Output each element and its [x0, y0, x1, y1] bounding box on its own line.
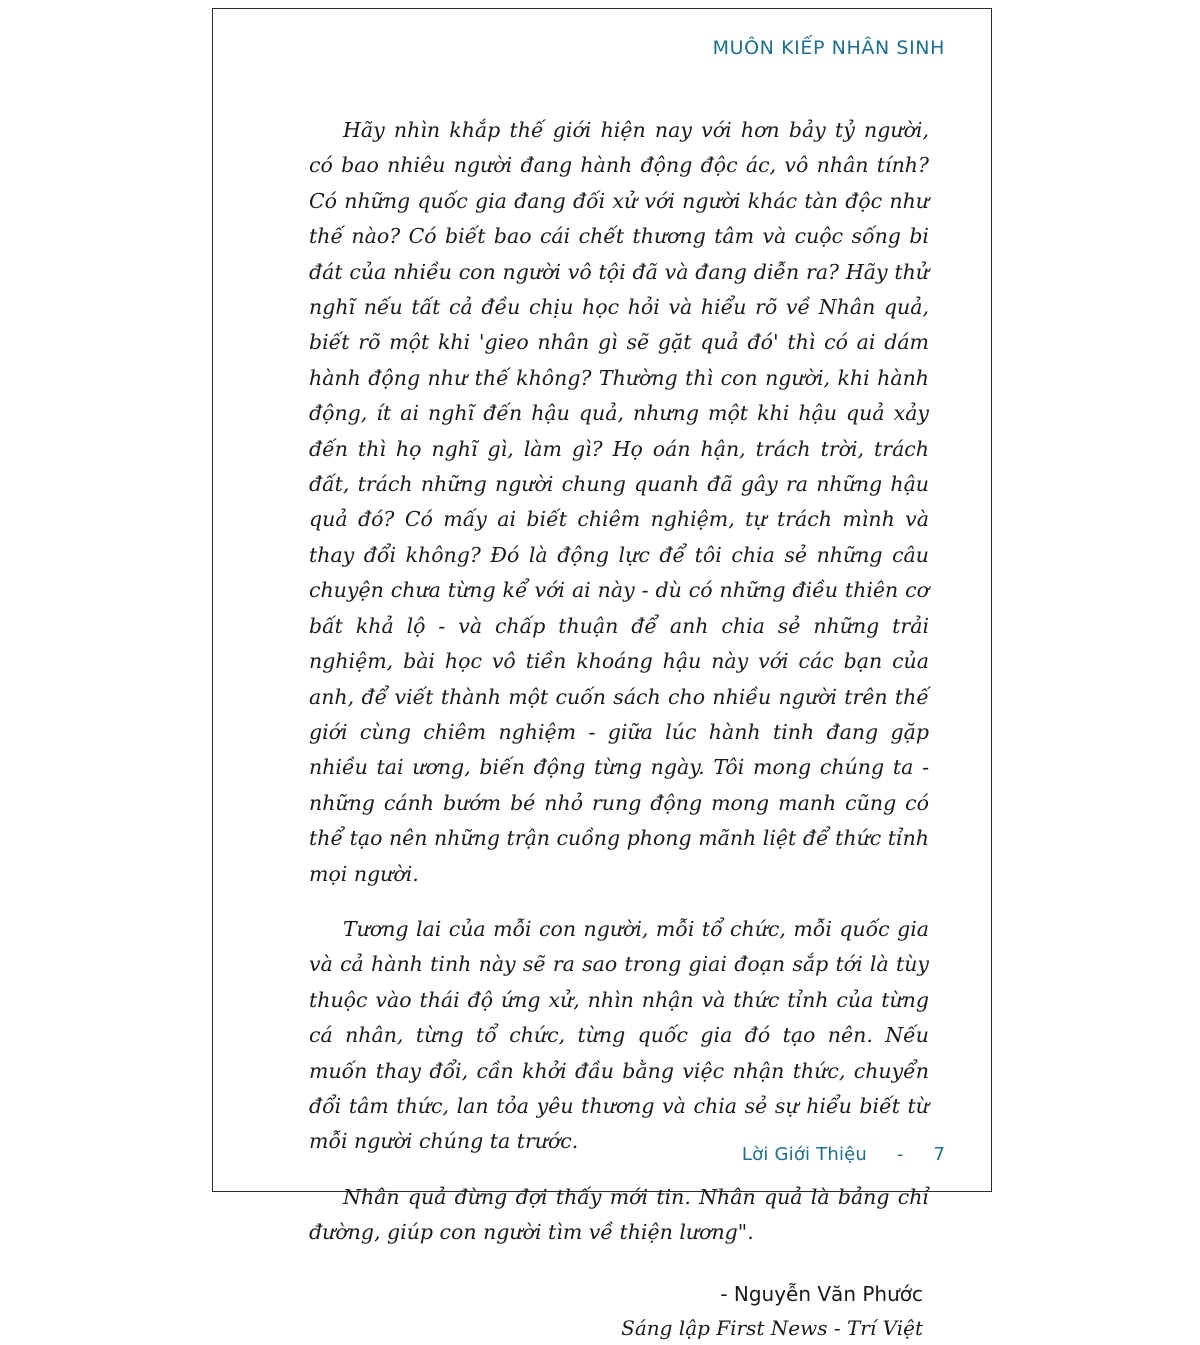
page-footer: [742, 1144, 945, 1165]
paragraph-1: Hãy nhìn khắp thế giới hiện nay với hơn bảy tỷ người, có bao nhiêu người đang hành động độc ác, vô nhân tính? Có những quốc gia đang đối xử với người khác tàn độc như thế nào? Có biết bao cái chết thương tâm và cuộc sống bi đát của nhiều con người vô tội đã và đang diễn ra? Hãy thử nghĩ nếu tất cả đều chịu học hỏi và hiểu rõ về Nhân quả, biết rõ một khi 'gieo nhân gì sẽ gặt quả đó' thì có ai dám hành động như thế không? Thường thì con người, khi hành động, ít ai nghĩ đến hậu quả, nhưng một khi hậu quả xảy đến thì họ nghĩ gì, làm gì? Họ oán hận, trách trời, trách đất, trách những người chung quanh đã gây ra những hậu quả đó? Có mấy ai biết chiêm nghiệm, tự trách mình và thay đổi không? Đó là động lực để tôi chia sẻ những câu chuyện chưa từng kể với ai này - dù có những điều thiên cơ bất khả lộ - và chấp thuận để anh chia sẻ những trải nghiệm, bài học vô tiền khoáng hậu này với các bạn của anh, để viết thành một cuốn sách cho nhiều người trên thế giới cùng chiêm nghiệm - giữa lúc hành tinh đang gặp nhiều tai ương, biến động từng ngày. Tôi mong chúng ta - những cánh bướm bé nhỏ rung động mong manh cũng có thể tạo nên những trận cuồng phong mãnh liệt để thức tỉnh mọi người.: [309, 118, 929, 886]
book-page: [212, 8, 992, 1340]
running-head-title: MUÔN KIẾP NHÂN SINH: [712, 37, 945, 59]
paragraph-2: Tương lai của mỗi con người, mỗi tổ chức, mỗi quốc gia và cả hành tinh này sẽ ra sao trong giai đoạn sắp tới là tùy thuộc vào thái độ ứng xử, nhìn nhận và thức tỉnh của từng cá nhân, từng tổ chức, từng quốc gia đó tạo nên. Nếu muốn thay đổi, cần khởi đầu bằng việc nhận thức, chuyển đổi tâm thức, lan tỏa yêu thương và chia sẻ sự hiểu biết từ mỗi người chúng ta trước.: [309, 916, 929, 1154]
paragraph-3: Nhân quả đừng đợi thấy mới tin. Nhân quả là bảng chỉ đường, giúp con người tìm về thiện lương".: [309, 1184, 929, 1245]
signature-role: Sáng lập First News - Trí Việt: [621, 1315, 923, 1340]
footer-section-label: Lời Giới Thiệu: [741, 1144, 868, 1165]
signature-block: [309, 1277, 929, 1345]
signature-name: - Nguyễn Văn Phước: [720, 1281, 923, 1306]
page-number: 7: [933, 1144, 945, 1165]
footer-dash: -: [897, 1144, 904, 1165]
